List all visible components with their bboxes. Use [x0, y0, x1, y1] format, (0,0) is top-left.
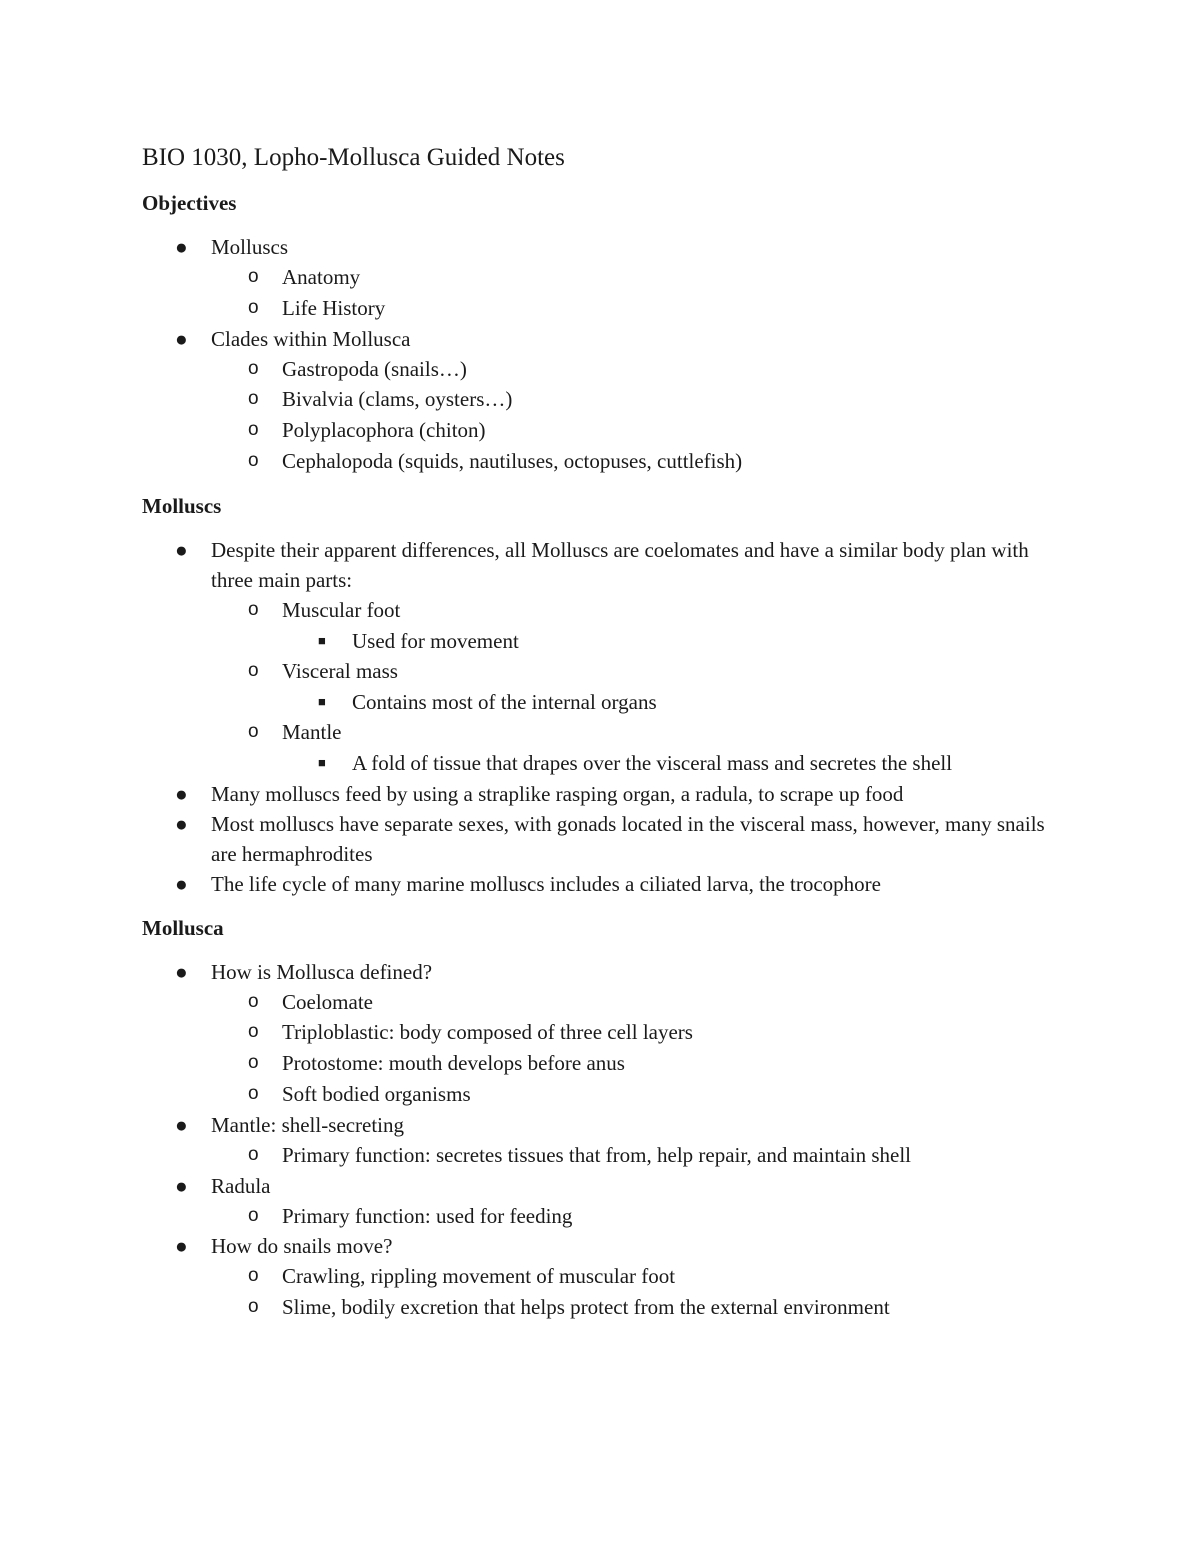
- list-item: [142, 779, 1062, 809]
- square-bullet-icon: ■: [318, 693, 326, 709]
- sub-list-item-text: Bivalvia (clams, oysters…): [282, 387, 513, 412]
- sub-list-item-text: Primary function: secretes tissues that from, help repair, and maintain shell: [282, 1142, 911, 1167]
- sub-list-item-text: Soft bodied organisms: [282, 1082, 471, 1107]
- sub-sub-list-item: [142, 626, 1062, 657]
- sub-list-item-text: Mantle: [282, 720, 342, 745]
- objectives-section: [142, 188, 1062, 477]
- circle-bullet-icon: o: [248, 1296, 259, 1318]
- list-item: [142, 1231, 1062, 1323]
- bullet-icon: ●: [175, 959, 188, 984]
- molluscs-list: [142, 535, 1062, 899]
- list-item-text: Radula: [211, 1173, 271, 1198]
- list-item-text: Most molluscs have separate sexes, with gonads located in the visceral mass, however, many snails are hermaphrodites: [211, 811, 1045, 866]
- circle-bullet-icon: o: [248, 1083, 259, 1105]
- list-item-text: Many molluscs feed by using a straplike rasping organ, a radula, to scrape up food: [211, 781, 904, 806]
- sub-sub-list: [282, 626, 1062, 657]
- list-item: [142, 1110, 1062, 1171]
- circle-bullet-icon: o: [248, 990, 259, 1012]
- sub-sub-list-item-text: Contains most of the internal organs: [352, 689, 657, 714]
- sub-sub-list-item-text: Used for movement: [352, 628, 519, 653]
- list-item: [142, 324, 1062, 477]
- bullet-icon: ●: [175, 326, 188, 351]
- sub-list: [211, 987, 1062, 1110]
- circle-bullet-icon: o: [248, 1021, 259, 1043]
- list-item: [142, 232, 1062, 324]
- bullet-icon: ●: [175, 1173, 188, 1198]
- sub-list-item: [142, 446, 1062, 477]
- list-item: [142, 957, 1062, 1110]
- list-item-text: How is Mollusca defined?: [211, 959, 433, 984]
- sub-list-item: [142, 656, 1062, 717]
- sub-list-item-text: Polyplacophora (chiton): [282, 418, 486, 443]
- bullet-icon: ●: [175, 1234, 188, 1259]
- circle-bullet-icon: o: [248, 1052, 259, 1074]
- sub-list-item: [142, 354, 1062, 385]
- circle-bullet-icon: o: [248, 449, 259, 471]
- document-title: BIO 1030, Lopho-Mollusca Guided Notes: [142, 144, 565, 171]
- circle-bullet-icon: o: [248, 598, 259, 620]
- sub-sub-list: [282, 748, 1062, 779]
- circle-bullet-icon: o: [248, 660, 259, 682]
- sub-list-item-text: Primary function: used for feeding: [282, 1203, 573, 1228]
- sub-list-item: [142, 1048, 1062, 1079]
- list-item-text: The life cycle of many marine molluscs includes a ciliated larva, the trocophore: [211, 871, 881, 896]
- sub-list-item-text: Gastropoda (snails…): [282, 356, 467, 381]
- circle-bullet-icon: o: [248, 1265, 259, 1287]
- sub-list-item: [142, 262, 1062, 293]
- sub-list-item: [142, 1079, 1062, 1110]
- list-item-text: Mantle: shell-secreting: [211, 1112, 405, 1137]
- mollusca-section: [142, 913, 1062, 1323]
- molluscs-section: [142, 491, 1062, 899]
- sub-list-item: [142, 384, 1062, 415]
- sub-list-item: [142, 987, 1062, 1018]
- sub-list-item: [142, 1292, 1062, 1323]
- sub-list-item-text: Protostome: mouth develops before anus: [282, 1051, 625, 1076]
- sub-list-item: [142, 293, 1062, 324]
- sub-list-item-text: Life History: [282, 295, 386, 320]
- sub-list-item-text: Slime, bodily excretion that helps protect from the external environment: [282, 1295, 890, 1320]
- sub-list-item-text: Muscular foot: [282, 597, 401, 622]
- list-item: [142, 1171, 1062, 1232]
- sub-list-item: [142, 415, 1062, 446]
- bullet-icon: ●: [175, 235, 188, 259]
- sub-sub-list: [282, 687, 1062, 718]
- circle-bullet-icon: o: [248, 419, 259, 441]
- circle-bullet-icon: o: [248, 266, 259, 287]
- sub-sub-list-item: [142, 687, 1062, 718]
- mollusca-list: [142, 957, 1062, 1323]
- circle-bullet-icon: o: [248, 296, 259, 318]
- objectives-list: [142, 232, 1062, 477]
- sub-list: [211, 1261, 1062, 1323]
- sub-list: [211, 1140, 1062, 1171]
- bullet-icon: ●: [175, 811, 188, 836]
- circle-bullet-icon: o: [248, 1143, 259, 1165]
- circle-bullet-icon: o: [248, 721, 259, 743]
- sub-list-item: [142, 1017, 1062, 1048]
- sub-list-item: [142, 595, 1062, 656]
- document-page: [142, 140, 1062, 1337]
- sub-list: [211, 595, 1062, 779]
- circle-bullet-icon: o: [248, 388, 259, 410]
- list-item-text: Despite their apparent differences, all Molluscs are coelomates and have a similar body plan with three main parts:: [211, 537, 1029, 592]
- sub-sub-list-item: [142, 748, 1062, 779]
- sub-list: [211, 262, 1062, 324]
- list-item-text: Molluscs: [211, 235, 289, 259]
- list-item: [142, 809, 1062, 869]
- list-item: [142, 535, 1062, 779]
- sub-list-item-text: Crawling, rippling movement of muscular foot: [282, 1264, 676, 1289]
- bullet-icon: ●: [175, 781, 188, 806]
- bullet-icon: ●: [175, 537, 188, 562]
- mollusca-heading: Mollusca: [142, 915, 224, 940]
- sub-list-item: [142, 1140, 1062, 1171]
- circle-bullet-icon: o: [248, 1204, 259, 1226]
- sub-list-item-text: Cephalopoda (squids, nautiluses, octopuses, cuttlefish): [282, 448, 743, 473]
- sub-list: [211, 354, 1062, 477]
- sub-list-item-text: Anatomy: [282, 265, 361, 289]
- sub-list-item-text: Coelomate: [282, 989, 373, 1014]
- bullet-icon: ●: [175, 1112, 188, 1137]
- sub-list-item: [142, 1261, 1062, 1292]
- sub-list-item-text: Triploblastic: body composed of three cell layers: [282, 1020, 693, 1045]
- molluscs-heading: Molluscs: [142, 493, 222, 518]
- circle-bullet-icon: o: [248, 357, 259, 379]
- list-item-text: Clades within Mollusca: [211, 326, 411, 351]
- sub-list-item: [142, 717, 1062, 778]
- sub-list: [211, 1201, 1062, 1232]
- bullet-icon: ●: [175, 871, 188, 896]
- list-item: [142, 869, 1062, 899]
- sub-list-item: [142, 1201, 1062, 1232]
- sub-sub-list-item-text: A fold of tissue that drapes over the visceral mass and secretes the shell: [352, 751, 953, 776]
- list-item-text: How do snails move?: [211, 1234, 393, 1259]
- sub-list-item-text: Visceral mass: [282, 659, 398, 684]
- objectives-heading: Objectives: [142, 191, 237, 215]
- square-bullet-icon: ■: [318, 755, 326, 771]
- square-bullet-icon: ■: [318, 632, 326, 648]
